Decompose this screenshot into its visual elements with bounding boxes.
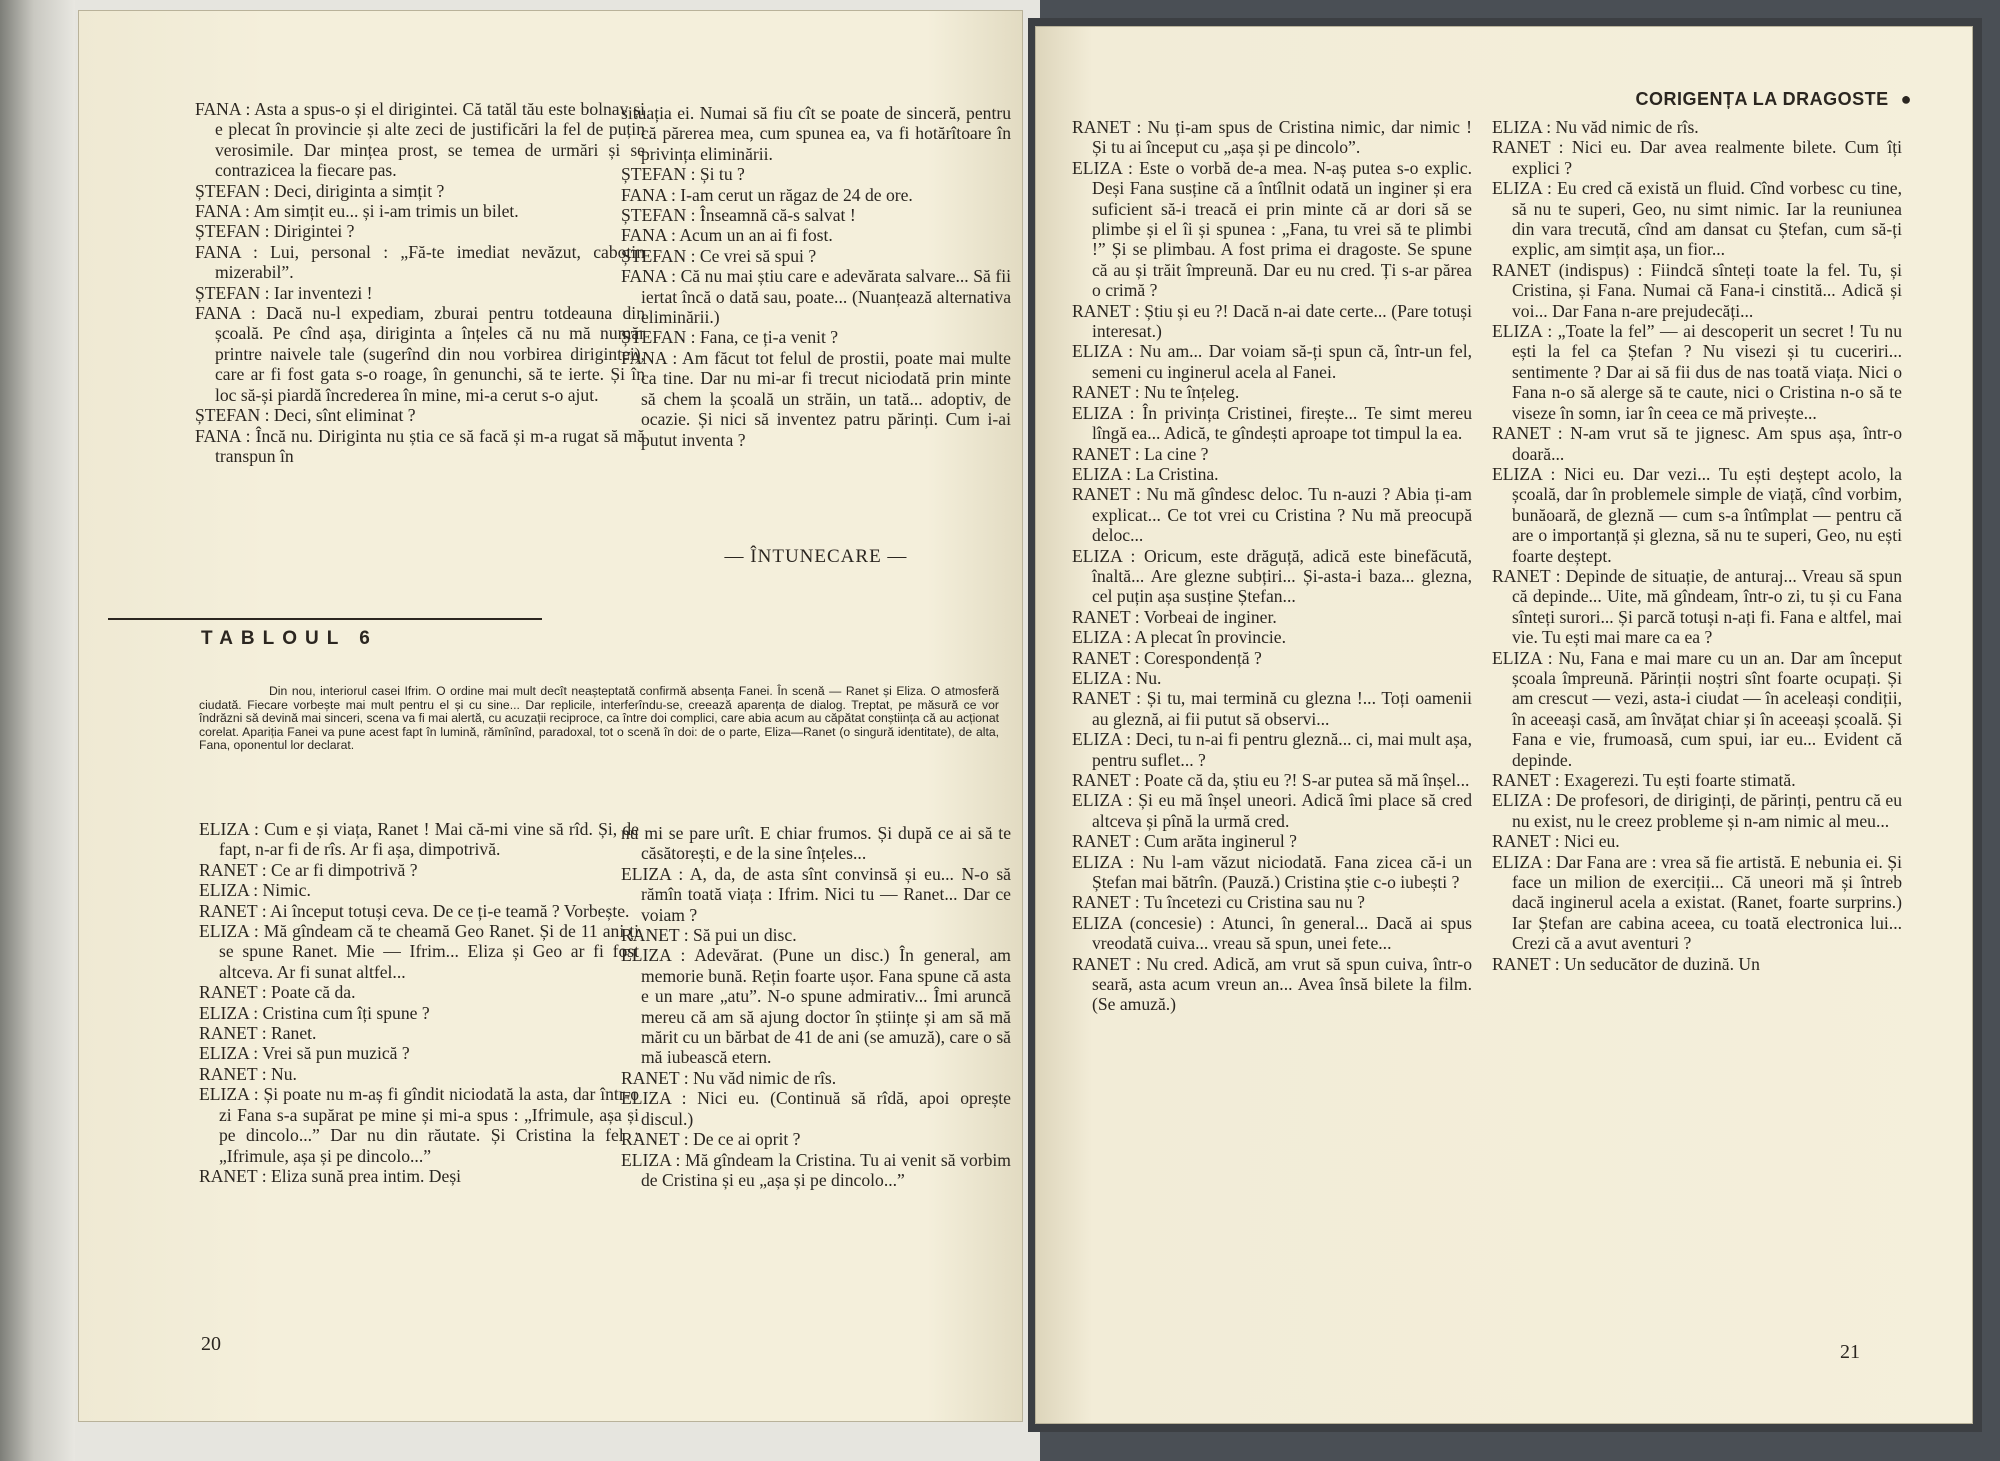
dialogue-line: ȘTEFAN : Deci, diriginta a simțit ? [195,180,445,201]
dialogue-line: RANET : N-am vrut să te jignesc. Am spus așa, într-o doară... [1492,423,1902,464]
dialogue-line: ELIZA : A, da, de asta sînt convinsă și eu... N-o să rămîn toată viața : Ifrim. Nici tu — Ranet... Dar ce voiam ? [621,863,1011,925]
dialogue-line: RANET : Eliza sună prea intim. Deși [199,1165,462,1186]
dialogue-line: RANET : Poate că da, știu eu ?! S-ar putea să mă înșel... [1072,770,1470,790]
dialogue-line: FANA : Încă nu. Diriginta nu știa ce să facă și m-a rugat să mă transpun în [195,425,645,466]
dialogue-line: RANET : Și tu, mai termină cu glezna !... Toți oamenii au gleznă, ai fii putut să observi... [1072,688,1472,729]
bullet-icon: ● [1900,89,1912,109]
dialogue-line: ELIZA : Nimic. [199,880,311,901]
section-rule [108,618,542,620]
page-number-left: 20 [201,1333,221,1355]
dialogue-line: FANA : Lui, personal : „Fă-te imediat nevăzut, cabotin mizerabil”. [195,241,645,283]
dialogue-line: RANET : Nici eu. [1492,831,1620,852]
right-page [1035,26,1973,1424]
dialogue-line: ELIZA : Nici eu. (Continuă să rîdă, apoi oprește discul.) [621,1088,1011,1129]
dialogue-line: RANET : Nu mă gîndesc deloc. Tu n-auzi ? Abia ți-am explicat... Ce tot vrei cu Cristina ? Nu mă preocupă deloc... [1072,484,1472,546]
dialogue-line: RANET : Un seducător de duzină. Un [1492,953,1760,974]
dialogue-line: RANET : Nici eu. Dar avea realmente bilete. Cum îți explici ? [1492,137,1902,178]
dialogue-line: RANET : Corespondență ? [1072,647,1262,668]
dialogue-line: FANA : Dacă nu-l expediam, zburai pentru totdeauna din școală. Pe cînd așa, diriginta a înțeles că nu mă număr printre naivele tale (sugerînd din nou vorbirea dirigintei), care ar fi fost gata s-o roage, în genunchi, să te ierte. Și în loc să-și piardă încrederea în mine, mi-a cerut s-o ajut. [195,303,645,405]
dialogue-line: RANET : La cine ? [1072,443,1209,464]
dialogue-line: ELIZA : Și eu mă înșel uneori. Adică îmi place să cred altceva și pînă la urmă cred. [1072,790,1472,831]
dialogue-line: ELIZA : Oricum, este drăguță, adică este binefăcută, înaltă... Are glezne subțiri... Și-asta-i baza... glezna, cel puțin așa susține Ștefan... [1072,545,1472,607]
dialogue-line: ȘTEFAN : Și tu ? [621,164,745,185]
dialogue-line: ELIZA : Cristina cum îți spune ? [199,1002,430,1023]
dialogue-line: ELIZA : Dar Fana are : vrea să fie artistă. E nebunia ei. Și face un milion de exerciții... Că uneori mă și întreb dacă inginerul acela a existat. (Ranet, foarte surprins.) Iar Ștefan are cabina aceea, cu toată electronica lui... Crezi că a avut aventuri ? [1492,851,1902,954]
dialogue-line: FANA : Acum un an ai fi fost. [621,225,833,246]
dialogue-line: RANET : Nu. [199,1063,297,1084]
dialogue-line: ELIZA : Nu am... Dar voiam să-ți spun că, într-un fel, semeni cu inginerul acela al Fanei. [1072,341,1472,382]
dialogue-line: RANET : Vorbeai de inginer. [1072,606,1277,627]
dialogue-line: ELIZA : La Cristina. [1072,463,1219,484]
running-head-title: CORIGENȚA LA DRAGOSTE [1635,89,1889,109]
dialogue-line: ELIZA : Cum e și viața, Ranet ! Mai că-mi vine să rîd. Și, de fapt, n-ar fi de rîs. Ar fi așa, dimpotrivă. [199,819,639,860]
dialogue-line: ELIZA : De profesori, de diriginți, de părinți, pentru că eu nu exist, nu le creez probleme și n-am nimic al meu... [1492,790,1902,831]
left-page-column-bottom-right [621,823,1011,1190]
right-page-column-left [1072,117,1472,1015]
dialogue-line: ELIZA : În privința Cristinei, firește... Te simt mereu lîngă ea... Adică, te gîndești aproape tot timpul la ea. [1072,402,1472,444]
dialogue-line: ȘTEFAN : Fana, ce ți-a venit ? [621,327,839,348]
dialogue-line: RANET : Știu și eu ?! Dacă n-ai date certe... (Pare totuși interesat.) [1072,300,1472,342]
dialogue-line: FANA : Că nu mai știu care e adevărata salvare... Să fii iertat încă o dată sau, poate... (Nuanțează alternativa eliminării.) [621,266,1011,328]
dialogue-line: nu mi se pare urît. E chiar frumos. Și după ce ai să te căsătorești, e de la sine înțeles... [621,823,1011,864]
dialogue-line: RANET : De ce ai oprit ? [621,1129,801,1150]
dialogue-line: ELIZA : Vrei să pun muzică ? [199,1043,410,1064]
dialogue-line: ELIZA : Mă gîndeam la Cristina. Tu ai venit să vorbim de Cristina și eu „așa și pe dincolo...” [621,1149,1011,1190]
dialogue-line: RANET : Tu încetezi cu Cristina sau nu ? [1072,892,1365,913]
dialogue-line: ELIZA : Și poate nu m-aș fi gîndit niciodată la asta, dar într-o zi Fana s-a supărat pe mine și mi-a spus : „Ifrimule, așa și pe dincolo...” Dar nu din răutate. Și Cristina la fel : „Ifrimule, așa și pe dincolo...” [199,1084,639,1166]
stage-direction: Din nou, interiorul casei Ifrim. O ordine mai mult decît neașteptată confirmă absența Fanei. În scenă — Ranet și Eliza. O atmosferă ciudată. Fiecare vorbește mai mult pentru el și cu sine... Dar replicile, interferîndu-se, creează aparența de dialog. Treptat, pe măsură ce vor îndrăzni să devină mai sinceri, scena va fi mai alertă, cu acuzații reciproce, ca între doi complici, care abia acum au căpătat conștiința că au acționat corelat. Apariția Fanei va pune acest fapt în lumină, rămînînd, paradoxal, tot o scenă în doi: de o parte, Eliza—Ranet (o singură identitate), de alta, Fana, oponentul lor declarat. [199,684,999,753]
dialogue-line: RANET : Nu cred. Adică, am vrut să spun cuiva, într-o seară, asta acum vreun an... Avea însă bilete la film. (Se amuză.) [1072,953,1472,1015]
dialogue-line: ELIZA : A plecat în provincie. [1072,627,1287,648]
dialogue-line: RANET : Nu ți-am spus de Cristina nimic, dar nimic ! Și tu ai început cu „așa și pe dincolo”. [1072,117,1472,158]
dialogue-line: situația ei. Numai să fiu cît se poate de sinceră, pentru că părerea mea, cum spunea ea, va fi hotărîtoare în privința eliminării. [621,103,1011,164]
dialogue-line: ELIZA : Adevărat. (Pune un disc.) În general, am memorie bună. Rețin foarte ușor. Fana spune că asta e un mare „atu”. N-o spune admirativ... Îmi aruncă mereu că am să ajung doctor în științe și am să mă mărit cu un bărbat de 41 de ani (se amuză), care o să mă iubească etern. [621,945,1011,1068]
dialogue-line: RANET (indispus) : Fiindcă sînteți toate la fel. Tu, și Cristina, și Fana. Numai că Fana-i cinstită... Adică și voi... Dar Fana n-are prejudecăți... [1492,259,1902,321]
right-page-column-right [1492,117,1902,974]
dialogue-line: RANET : Ai început totuși ceva. De ce ți-e teamă ? Vorbește. [199,900,630,921]
dialogue-line: FANA : Asta a spus-o și el dirigintei. Că tatăl tău este bolnav și e plecat în provincie și alte zeci de justificări la fel de puțin verosimile. Dar mințea prost, se temea de urmări și se contrazicea la fiecare pas. [195,99,645,181]
dialogue-line: ELIZA : Eu cred că există un fluid. Cînd vorbesc cu tine, să nu te superi, Geo, nu simt nimic. Iar la reuniunea din vara trecută, cînd am dansat cu Ștefan, cum să-ți explic, am simțit așa, un fior... [1492,178,1902,260]
dialogue-line: RANET : Ce ar fi dimpotrivă ? [199,859,418,880]
dialogue-line: ELIZA : Nu, Fana e mai mare cu un an. Dar am început școala împreună. Părinții noștri sînt foarte ocupați. Și am crescut — vezi, asta-i ciudat — în aceleași condiții, în aceeași casă, am învățat chiar și în aceeași școală. Și Fana e vie, frumoasă, cum spui, iar eu... Evident că depinde. [1492,647,1902,770]
dialogue-line: RANET : Nu văd nimic de rîs. [621,1067,837,1088]
dialogue-line: RANET : Depinde de situație, de anturaj... Vreau să spun că depinde... Uite, mă gîndeam, într-o zi, tu și cu Fana sînteți surori... Și parcă totuși n-ați fi. Fana e altfel, mai vie. Tu ești mai mare ca ea ? [1492,565,1902,648]
dialogue-line: ELIZA : Mă gîndeam că te cheamă Geo Ranet. Și de 11 ani ți se spune Ranet. Mie — Ifrim... Eliza și Geo ar fi fost altceva. Ar fi sunat altfel... [199,921,639,982]
dialogue-line: ELIZA : „Toate la fel” — ai descoperit un secret ! Tu nu ești la fel ca Ștefan ? Nu visezi și tu cuceriri... sentimente ? Dar ai să fii dus de nas toată viața. Nici o Fana n-o să alerge să te caute, nici o Cristina n-o să te viseze în somn, iar în ceea ce mă privește... [1492,321,1902,423]
dialogue-line: FANA : Am simțit eu... și i-am trimis un bilet. [195,201,519,222]
dialogue-line: ELIZA : Nu. [1072,667,1162,688]
dialogue-line: RANET : Exagerezi. Tu ești foarte stimată. [1492,770,1796,790]
page-number-right: 21 [1840,1341,1860,1363]
dialogue-line: ELIZA : Este o vorbă de-a mea. N-aș putea s-o explic. Deși Fana susține că a întîlnit odată un inginer și era suficient să-i treacă ei prin minte că ar dori să se plimbe și el îi și spunea : „Fana, tu vrei să te plimbi !” Și se plimbau. A fost prima ei dragoste. Se spune că au și trăit împreună. Dar eu nu cred. Ți s-ar părea o crimă ? [1072,157,1472,301]
dialogue-line: RANET : Nu te înțeleg. [1072,382,1240,403]
dialogue-line: FANA : Am făcut tot felul de prostii, poate mai multe ca tine. Dar nu mi-ar fi trecut niciodată prin minte să chem la școală un străin, un tată... adoptiv, de ocazie. Și nici să inventez patru părinți. Cum i-ai putut inventa ? [621,347,1011,450]
section-title: TABLOUL 6 [201,628,378,649]
running-head [1635,89,1912,110]
left-page [78,10,1023,1422]
scene-end-marker: — ÎNTUNECARE — [724,546,908,567]
dialogue-line: ȘTEFAN : Deci, sînt eliminat ? [195,405,416,426]
dialogue-line: ELIZA : Nici eu. Dar vezi... Tu ești deștept acolo, la școală, dar în problemele simple de viață, cînd vorbim, bunăoară, de gleznă — cum s-a întîmplat — pentru că are o importanță și glezna, să nu te superi, Geo, nu ești foarte deștept. [1492,463,1902,566]
left-page-column-bottom-left [199,819,639,1186]
dialogue-line: RANET : Ranet. [199,1023,317,1044]
left-page-column-top-left [195,99,645,466]
dialogue-line: RANET : Cum arăta inginerul ? [1072,831,1297,852]
dialogue-line: ȘTEFAN : Dirigintei ? [195,221,355,242]
dialogue-line: RANET : Să pui un disc. [621,925,797,946]
dialogue-line: ELIZA : Nu văd nimic de rîs. [1492,117,1699,137]
dialogue-line: ȘTEFAN : Ce vrei să spui ? [621,245,817,266]
dialogue-line: ELIZA : Deci, tu n-ai fi pentru gleznă... ci, mai mult așa, pentru suflet... ? [1072,729,1472,770]
dialogue-line: RANET : Poate că da. [199,982,356,1003]
dialogue-line: ȘTEFAN : Înseamnă că-s salvat ! [621,205,856,226]
book-spine [0,0,75,1461]
dialogue-line: ȘTEFAN : Iar inventezi ! [195,282,373,303]
dialogue-line: ELIZA : Nu l-am văzut niciodată. Fana zicea că-i un Ștefan mai bătrîn. (Pauză.) Cristina știe c-o iubești ? [1072,851,1472,893]
dialogue-line: FANA : I-am cerut un răgaz de 24 de ore. [621,184,913,205]
left-page-column-top-right [621,103,1011,450]
dialogue-line: ELIZA (concesie) : Atunci, în general... Dacă ai spus vreodată cuiva... vreau să spun, unei fete... [1072,912,1472,954]
